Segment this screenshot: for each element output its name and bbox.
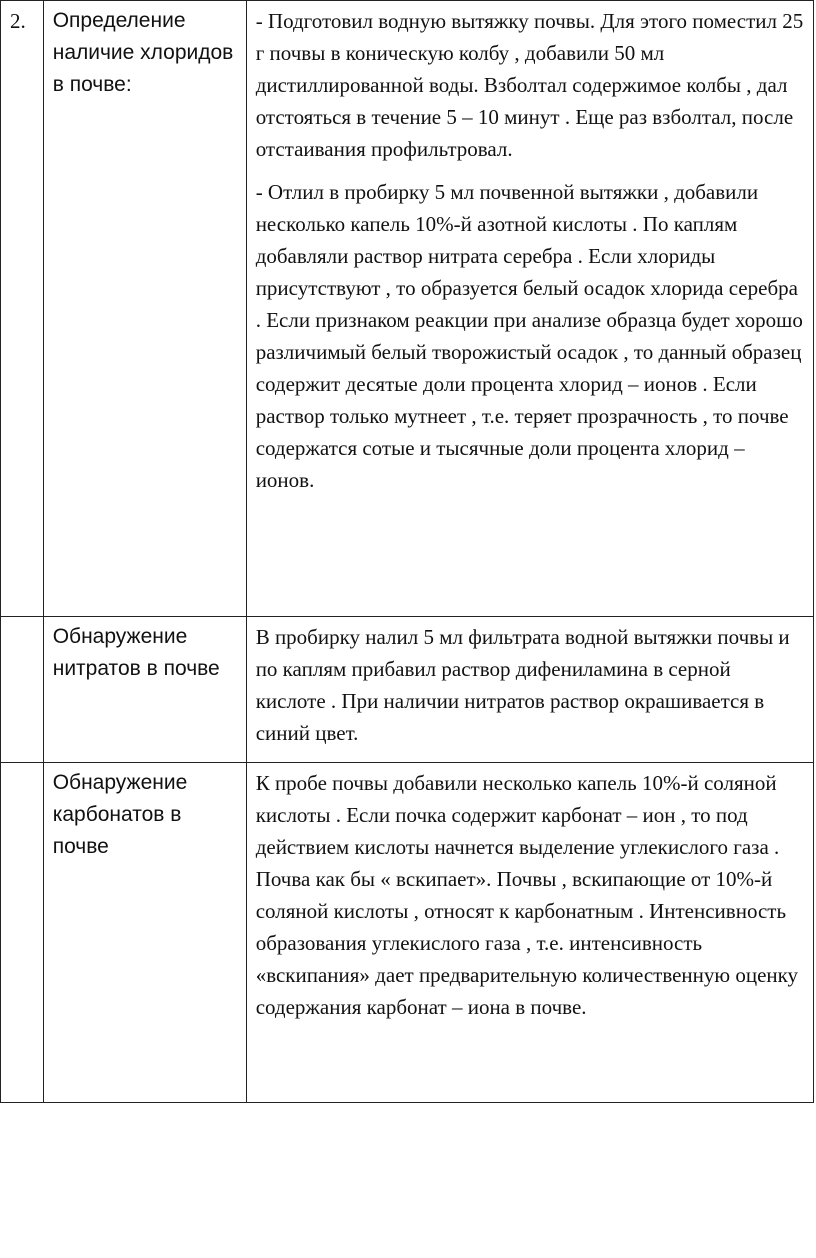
- row-description: [246, 763, 813, 1103]
- table-row: [1, 617, 814, 763]
- description-paragraph: К пробе почвы добавили несколько капель 10%-й соляной кислоты . Если почка содержит карбонат – ион , то под действием кислоты начнется выделение углекислого газа . Почва как бы « вскипает». Почвы , вскипающие от 10%-й соляной кислоты , относят к карбонатным . Интенсивность образования углекислого газа , т.е. интенсивность «вскипания» дает предварительную количественную оценку содержания карбонат – иона в почве.: [255, 771, 799, 1019]
- row-title: Определение наличие хлоридов в почве:: [43, 1, 246, 617]
- description-paragraph: В пробирку налил 5 мл фильтрата водной вытяжки почвы и по каплям прибавил раствор дифениламина в серной кислоте . При наличии нитратов раствор окрашивается в синий цвет.: [255, 625, 790, 745]
- description-paragraph: - Подготовил водную вытяжку почвы. Для этого поместил 25 г почвы в коническую колбу , добавили 50 мл дистиллированной воды. Взболтал содержимое колбы , дал отстояться в течение 5 – 10 минут . Еще раз взболтал, после отстаивания профильтровал.: [255, 9, 804, 161]
- row-title: Обнаружение карбонатов в почве: [43, 763, 246, 1103]
- table-row: [1, 1, 814, 617]
- row-number: 2.: [1, 1, 44, 617]
- table-row: [1, 763, 814, 1103]
- row-description: [246, 617, 813, 763]
- row-number: [1, 763, 44, 1103]
- row-number: [1, 617, 44, 763]
- row-title: Обнаружение нитратов в почве: [43, 617, 246, 763]
- description-paragraph: - Отлил в пробирку 5 мл почвенной вытяжки , добавили несколько капель 10%-й азотной кислоты . По каплям добавляли раствор нитрата серебра . Если хлориды присутствуют , то образуется белый осадок хлорида серебра . Если признаком реакции при анализе образца будет хорошо различимый белый творожистый осадок , то данный образец содержит десятые доли процента хлорид – ионов . Если раствор только мутнеет , т.е. теряет прозрачность , то почве содержатся сотые и тысячные доли процента хлорид – ионов.: [255, 180, 803, 492]
- row-description: [246, 1, 813, 617]
